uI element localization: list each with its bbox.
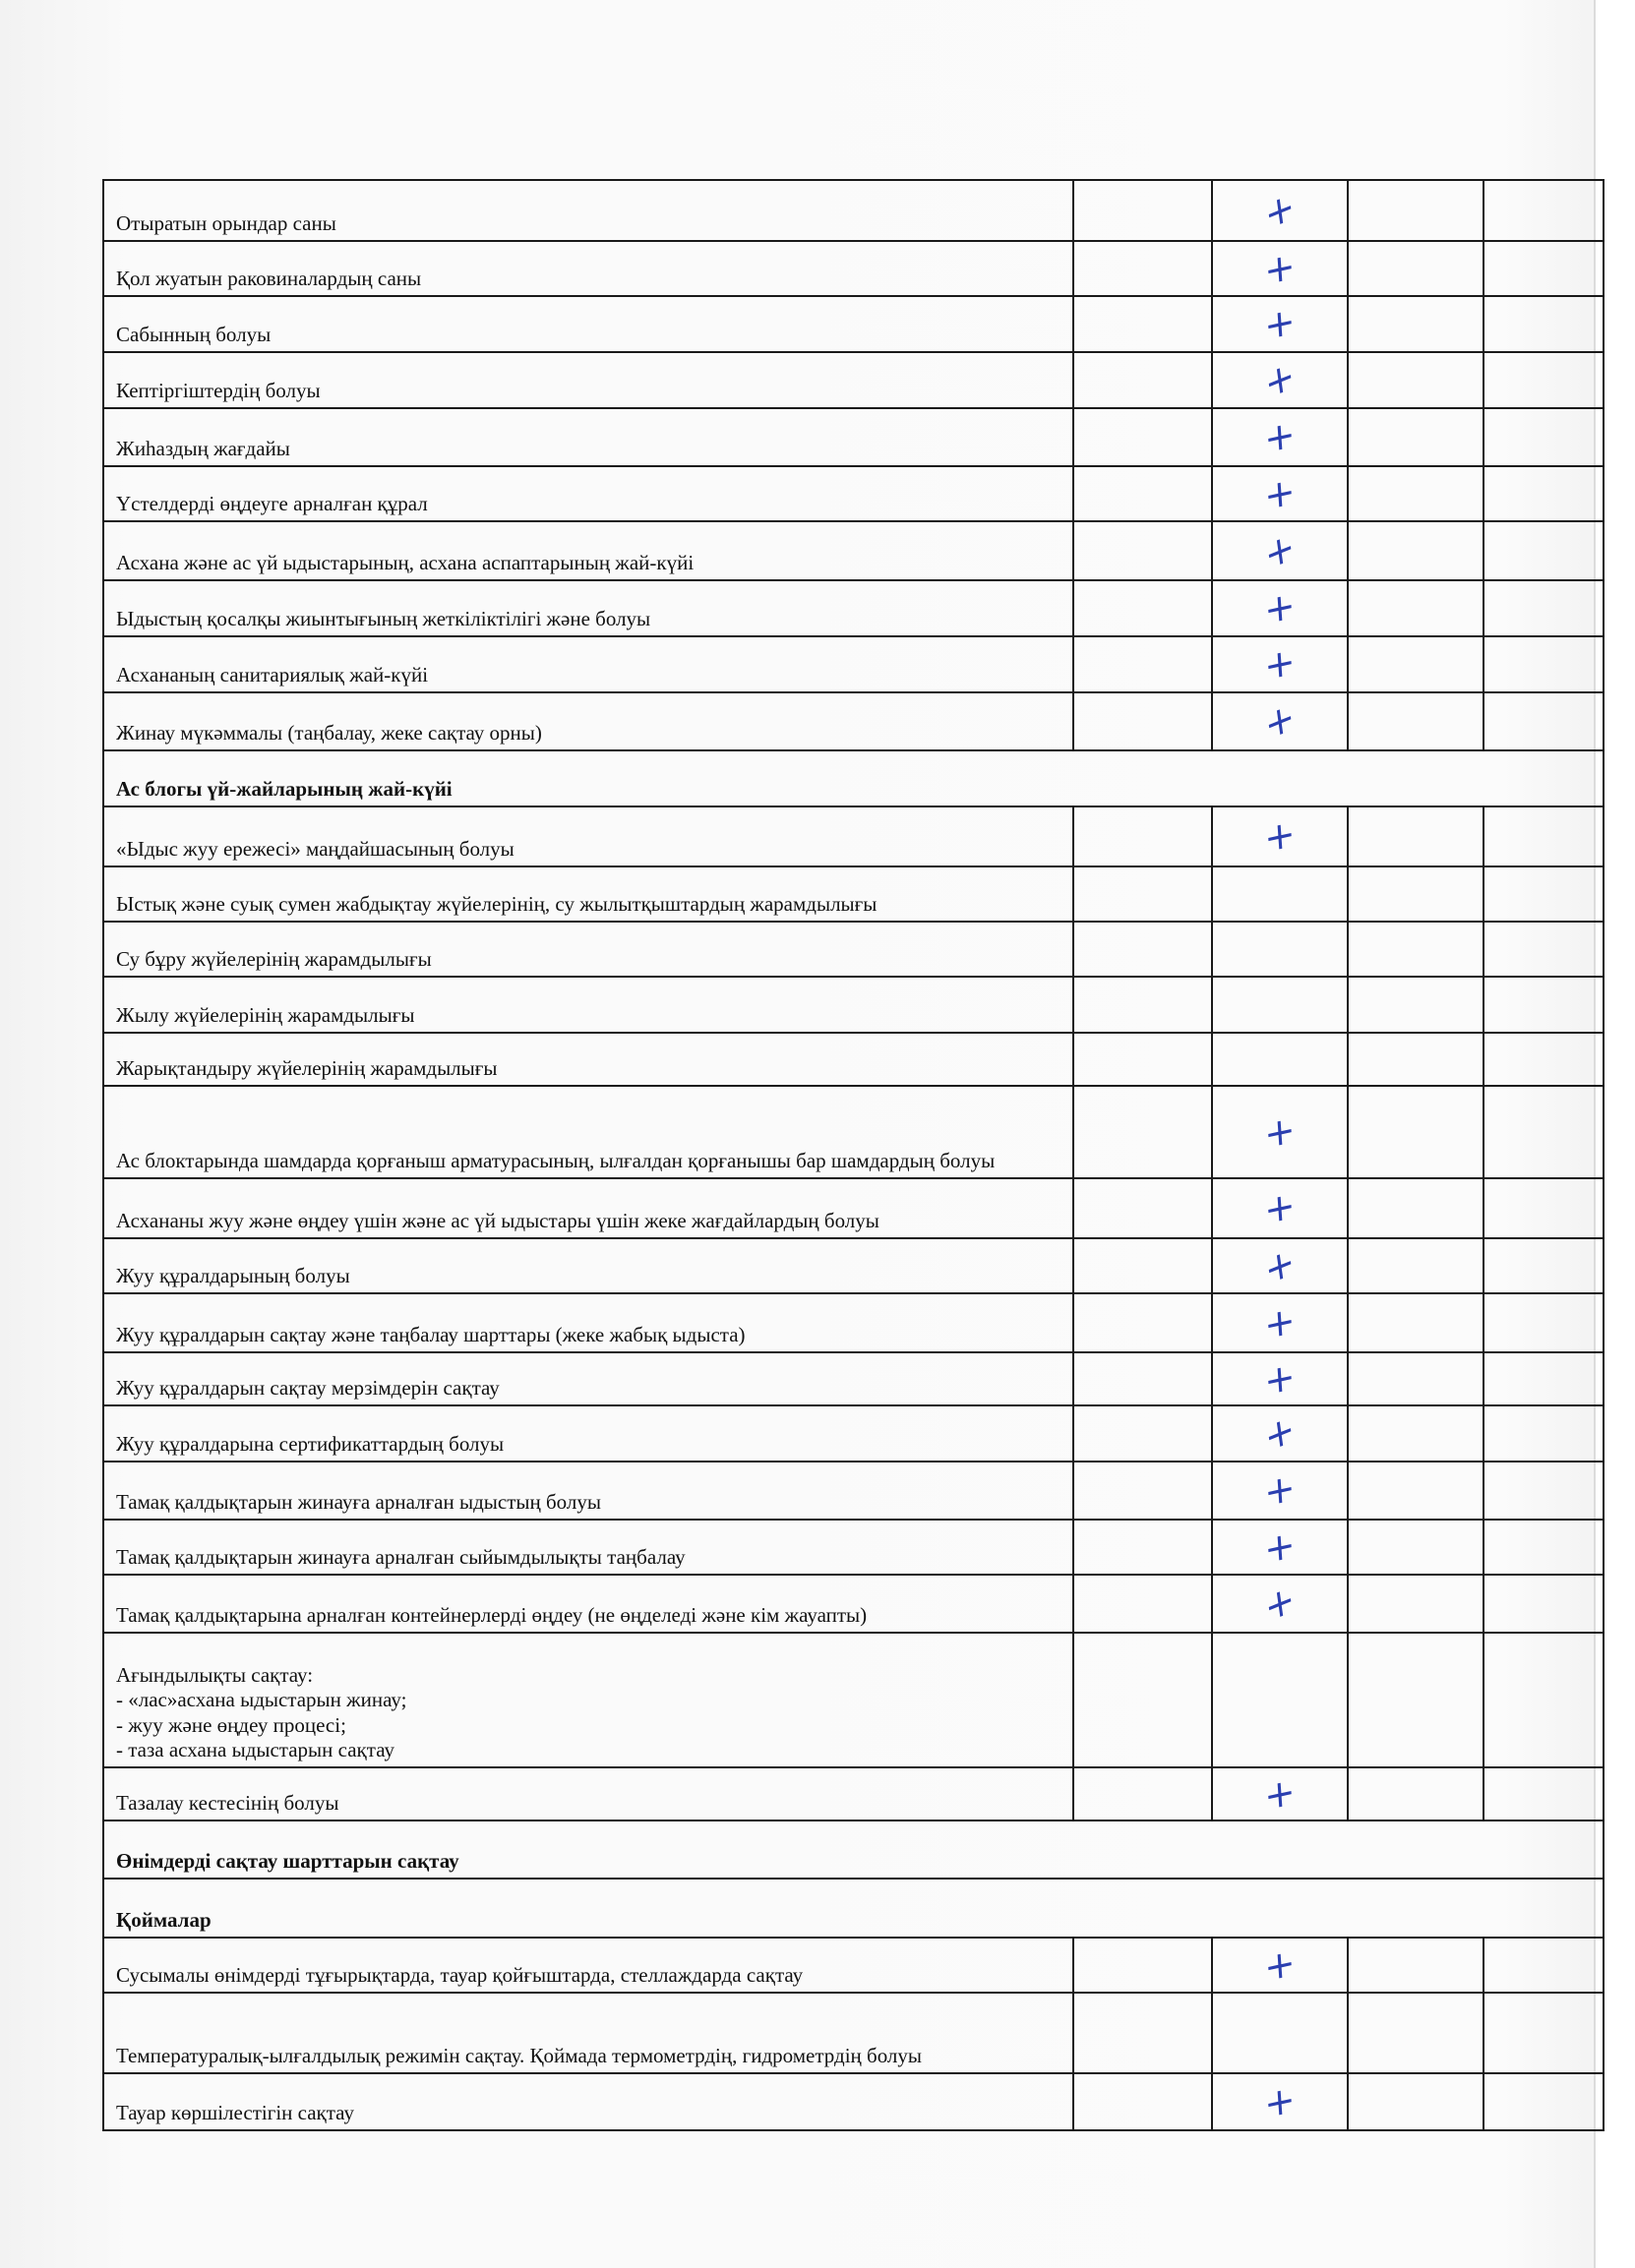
empty-cell bbox=[1073, 580, 1212, 636]
empty-cell bbox=[1484, 1293, 1604, 1352]
criterion-label: Жуу құралдарының болуы bbox=[103, 1238, 1073, 1293]
criterion-label: Жуу құралдарына сертификаттардың болуы bbox=[103, 1405, 1073, 1462]
table-row bbox=[103, 1352, 1604, 1405]
table-row bbox=[103, 1033, 1604, 1086]
empty-cell bbox=[1073, 1633, 1212, 1767]
criterion-label: Жарықтандыру жүйелерінің жарамдылығы bbox=[103, 1033, 1073, 1086]
criterion-label: Асхананы жуу және өңдеу үшін және ас үй ыдыстары үшін жеке жағдайлардың болуы bbox=[103, 1178, 1073, 1238]
empty-cell bbox=[1073, 1033, 1212, 1086]
empty-cell bbox=[1484, 1405, 1604, 1462]
table-row bbox=[103, 1293, 1604, 1352]
empty-cell bbox=[1348, 1238, 1484, 1293]
empty-cell bbox=[1484, 1575, 1604, 1633]
criterion-label: Тамақ қалдықтарын жинауға арналған сыйымдылықты таңбалау bbox=[103, 1520, 1073, 1575]
section-row bbox=[103, 750, 1604, 806]
empty-cell bbox=[1073, 1520, 1212, 1575]
mark-cell bbox=[1212, 1993, 1348, 2073]
empty-cell bbox=[1348, 1575, 1484, 1633]
table-row bbox=[103, 1575, 1604, 1633]
empty-cell bbox=[1073, 1086, 1212, 1178]
empty-cell bbox=[1073, 866, 1212, 922]
empty-cell bbox=[1484, 1178, 1604, 1238]
mark-cell bbox=[1212, 1293, 1348, 1352]
criterion-label: Кептіргіштердің болуы bbox=[103, 352, 1073, 408]
mark-cell bbox=[1212, 1520, 1348, 1575]
mark-cell bbox=[1212, 1462, 1348, 1520]
empty-cell bbox=[1484, 1993, 1604, 2073]
empty-cell bbox=[1348, 1178, 1484, 1238]
table-row bbox=[103, 1938, 1604, 1993]
empty-cell bbox=[1348, 466, 1484, 521]
table-row bbox=[103, 408, 1604, 466]
empty-cell bbox=[1348, 1520, 1484, 1575]
criterion-label: Жуу құралдарын сақтау және таңбалау шарттары (жеке жабық ыдыста) bbox=[103, 1293, 1073, 1352]
empty-cell bbox=[1484, 922, 1604, 977]
handwritten-plus-mark: + bbox=[1262, 1237, 1298, 1294]
criterion-label: Сусымалы өнімдерді тұғырықтарда, тауар қойғыштарда, стеллаждарда сақтау bbox=[103, 1938, 1073, 1993]
empty-cell bbox=[1484, 580, 1604, 636]
empty-cell bbox=[1484, 1520, 1604, 1575]
empty-cell bbox=[1073, 806, 1212, 866]
criterion-label: Температуралық-ылғалдылық режимін сақтау. Қоймада термометрдің, гидрометрдің болуы bbox=[103, 1993, 1073, 2073]
table-row bbox=[103, 296, 1604, 352]
handwritten-plus-mark: + bbox=[1262, 638, 1298, 689]
empty-cell bbox=[1348, 977, 1484, 1033]
mark-cell bbox=[1212, 922, 1348, 977]
mark-cell bbox=[1212, 352, 1348, 408]
empty-cell bbox=[1484, 352, 1604, 408]
criterion-label: Қол жуатын раковиналардың саны bbox=[103, 241, 1073, 296]
empty-cell bbox=[1073, 977, 1212, 1033]
criterion-line: - «лас»асхана ыдыстарын жинау; bbox=[116, 1688, 407, 1712]
mark-cell bbox=[1212, 1405, 1348, 1462]
table-row bbox=[103, 466, 1604, 521]
empty-cell bbox=[1073, 241, 1212, 296]
empty-cell bbox=[1348, 408, 1484, 466]
empty-cell bbox=[1348, 1767, 1484, 1820]
table-row bbox=[103, 1086, 1604, 1178]
empty-cell bbox=[1348, 1293, 1484, 1352]
criterion-label: Су бұру жүйелерінің жарамдылығы bbox=[103, 922, 1073, 977]
handwritten-plus-mark: + bbox=[1262, 1182, 1298, 1233]
handwritten-plus-mark: + bbox=[1262, 1522, 1298, 1573]
criterion-line: - таза асхана ыдыстарын сақтау bbox=[116, 1737, 394, 1761]
mark-cell bbox=[1212, 466, 1348, 521]
handwritten-plus-mark: + bbox=[1262, 411, 1298, 462]
criterion-label bbox=[103, 1633, 1073, 1767]
empty-cell bbox=[1484, 180, 1604, 241]
empty-cell bbox=[1484, 806, 1604, 866]
table-row bbox=[103, 180, 1604, 241]
empty-cell bbox=[1073, 180, 1212, 241]
empty-cell bbox=[1348, 2073, 1484, 2130]
mark-cell bbox=[1212, 1238, 1348, 1293]
criterion-label: Тазалау кестесінің болуы bbox=[103, 1767, 1073, 1820]
empty-cell bbox=[1073, 1938, 1212, 1993]
table-row bbox=[103, 1633, 1604, 1767]
empty-cell bbox=[1073, 352, 1212, 408]
handwritten-plus-mark: + bbox=[1262, 582, 1298, 633]
mark-cell bbox=[1212, 806, 1348, 866]
empty-cell bbox=[1073, 1238, 1212, 1293]
handwritten-plus-mark: + bbox=[1262, 810, 1298, 862]
empty-cell bbox=[1484, 1462, 1604, 1520]
empty-cell bbox=[1484, 866, 1604, 922]
empty-cell bbox=[1484, 408, 1604, 466]
mark-cell bbox=[1212, 1767, 1348, 1820]
empty-cell bbox=[1348, 352, 1484, 408]
mark-cell bbox=[1212, 1575, 1348, 1633]
criterion-label: Сабынның болуы bbox=[103, 296, 1073, 352]
table-row bbox=[103, 1767, 1604, 1820]
empty-cell bbox=[1348, 296, 1484, 352]
criterion-label: Ас блоктарында шамдарда қорғаныш арматурасының, ылғалдан қорғанышы бар шамдардың болуы bbox=[103, 1086, 1073, 1178]
empty-cell bbox=[1073, 1462, 1212, 1520]
empty-cell bbox=[1484, 1938, 1604, 1993]
criterion-line: - жуу және өңдеу процесі; bbox=[116, 1712, 346, 1737]
handwritten-plus-mark: + bbox=[1262, 1575, 1298, 1632]
empty-cell bbox=[1484, 1633, 1604, 1767]
table-row bbox=[103, 1462, 1604, 1520]
mark-cell bbox=[1212, 296, 1348, 352]
mark-cell bbox=[1212, 1633, 1348, 1767]
empty-cell bbox=[1484, 636, 1604, 692]
section-heading: Ас блогы үй-жайларының жай-күйі bbox=[103, 750, 1604, 806]
mark-cell bbox=[1212, 241, 1348, 296]
criterion-label: Жиһаздың жағдайы bbox=[103, 408, 1073, 466]
empty-cell bbox=[1073, 922, 1212, 977]
section-row bbox=[103, 1820, 1604, 1879]
empty-cell bbox=[1348, 1938, 1484, 1993]
table-row bbox=[103, 977, 1604, 1033]
section-heading: Қоймалар bbox=[103, 1879, 1604, 1938]
mark-cell bbox=[1212, 1938, 1348, 1993]
criterion-line: Ағындылықты сақтау: bbox=[116, 1663, 314, 1688]
handwritten-plus-mark: + bbox=[1262, 468, 1298, 519]
criterion-label: Ыстық және суық сумен жабдықтау жүйелерінің, су жылытқыштардың жарамдылығы bbox=[103, 866, 1073, 922]
empty-cell bbox=[1073, 1575, 1212, 1633]
mark-cell bbox=[1212, 180, 1348, 241]
criterion-label: Үстелдерді өңдеуге арналған құрал bbox=[103, 466, 1073, 521]
monitoring-checklist-table bbox=[102, 179, 1605, 2131]
handwritten-plus-mark: + bbox=[1262, 1464, 1298, 1516]
empty-cell bbox=[1348, 922, 1484, 977]
empty-cell bbox=[1073, 636, 1212, 692]
table-row bbox=[103, 806, 1604, 866]
handwritten-plus-mark: + bbox=[1262, 243, 1298, 294]
empty-cell bbox=[1484, 466, 1604, 521]
handwritten-plus-mark: + bbox=[1262, 182, 1298, 239]
criterion-label: Тауар көршілестігін сақтау bbox=[103, 2073, 1073, 2130]
empty-cell bbox=[1073, 2073, 1212, 2130]
table-row bbox=[103, 1178, 1604, 1238]
empty-cell bbox=[1348, 1352, 1484, 1405]
mark-cell bbox=[1212, 521, 1348, 580]
empty-cell bbox=[1348, 806, 1484, 866]
mark-cell bbox=[1212, 408, 1348, 466]
handwritten-plus-mark: + bbox=[1262, 1940, 1298, 1991]
table-row bbox=[103, 692, 1604, 750]
mark-cell bbox=[1212, 636, 1348, 692]
empty-cell bbox=[1484, 1352, 1604, 1405]
empty-cell bbox=[1073, 1405, 1212, 1462]
table-row bbox=[103, 866, 1604, 922]
empty-cell bbox=[1073, 466, 1212, 521]
empty-cell bbox=[1484, 1086, 1604, 1178]
mark-cell bbox=[1212, 692, 1348, 750]
empty-cell bbox=[1073, 408, 1212, 466]
empty-cell bbox=[1073, 521, 1212, 580]
table-row bbox=[103, 352, 1604, 408]
table-row bbox=[103, 521, 1604, 580]
section-row bbox=[103, 1879, 1604, 1938]
empty-cell bbox=[1348, 636, 1484, 692]
table-row bbox=[103, 1993, 1604, 2073]
criterion-label: Жылу жүйелерінің жарамдылығы bbox=[103, 977, 1073, 1033]
criterion-label: «Ыдыс жуу ережесі» маңдайшасының болуы bbox=[103, 806, 1073, 866]
empty-cell bbox=[1348, 1993, 1484, 2073]
empty-cell bbox=[1073, 692, 1212, 750]
empty-cell bbox=[1484, 1238, 1604, 1293]
empty-cell bbox=[1484, 1033, 1604, 1086]
handwritten-plus-mark: + bbox=[1262, 1106, 1298, 1158]
handwritten-plus-mark: + bbox=[1262, 1404, 1298, 1462]
empty-cell bbox=[1348, 1462, 1484, 1520]
handwritten-plus-mark: + bbox=[1262, 1297, 1298, 1348]
empty-cell bbox=[1348, 1633, 1484, 1767]
empty-cell bbox=[1348, 241, 1484, 296]
empty-cell bbox=[1484, 977, 1604, 1033]
mark-cell bbox=[1212, 1178, 1348, 1238]
empty-cell bbox=[1484, 521, 1604, 580]
table-row bbox=[103, 2073, 1604, 2130]
table-row bbox=[103, 922, 1604, 977]
empty-cell bbox=[1484, 2073, 1604, 2130]
table-row bbox=[103, 580, 1604, 636]
table-row bbox=[103, 636, 1604, 692]
table-row bbox=[103, 1405, 1604, 1462]
empty-cell bbox=[1348, 1033, 1484, 1086]
handwritten-plus-mark: + bbox=[1262, 351, 1298, 408]
empty-cell bbox=[1484, 1767, 1604, 1820]
empty-cell bbox=[1348, 866, 1484, 922]
mark-cell bbox=[1212, 1033, 1348, 1086]
empty-cell bbox=[1484, 296, 1604, 352]
mark-cell bbox=[1212, 1086, 1348, 1178]
empty-cell bbox=[1348, 692, 1484, 750]
table-row bbox=[103, 241, 1604, 296]
mark-cell bbox=[1212, 1352, 1348, 1405]
criterion-label: Отыратын орындар саны bbox=[103, 180, 1073, 241]
empty-cell bbox=[1073, 1767, 1212, 1820]
empty-cell bbox=[1348, 180, 1484, 241]
handwritten-plus-mark: + bbox=[1262, 298, 1298, 349]
criterion-label: Асхананың санитариялық жай-күйі bbox=[103, 636, 1073, 692]
criterion-label: Асхана және ас үй ыдыстарының, асхана аспаптарының жай-күйі bbox=[103, 521, 1073, 580]
empty-cell bbox=[1073, 1178, 1212, 1238]
criterion-label: Тамақ қалдықтарына арналған контейнерлерді өңдеу (не өңделеді және кім жауапты) bbox=[103, 1575, 1073, 1633]
table-row bbox=[103, 1238, 1604, 1293]
mark-cell bbox=[1212, 977, 1348, 1033]
empty-cell bbox=[1073, 296, 1212, 352]
mark-cell bbox=[1212, 2073, 1348, 2130]
empty-cell bbox=[1073, 1293, 1212, 1352]
empty-cell bbox=[1348, 1405, 1484, 1462]
criterion-label: Жинау мүкәммалы (таңбалау, жеке сақтау орны) bbox=[103, 692, 1073, 750]
mark-cell bbox=[1212, 866, 1348, 922]
handwritten-plus-mark: + bbox=[1262, 692, 1298, 749]
handwritten-plus-mark: + bbox=[1262, 1768, 1298, 1820]
handwritten-plus-mark: + bbox=[1262, 522, 1298, 579]
criterion-label: Жуу құралдарын сақтау мерзімдерін сақтау bbox=[103, 1352, 1073, 1405]
table-row bbox=[103, 1520, 1604, 1575]
handwritten-plus-mark: + bbox=[1262, 1353, 1298, 1404]
empty-cell bbox=[1348, 521, 1484, 580]
empty-cell bbox=[1073, 1993, 1212, 2073]
empty-cell bbox=[1073, 1352, 1212, 1405]
empty-cell bbox=[1484, 692, 1604, 750]
section-heading: Өнімдерді сақтау шарттарын сақтау bbox=[103, 1820, 1604, 1879]
empty-cell bbox=[1484, 241, 1604, 296]
handwritten-plus-mark: + bbox=[1262, 2076, 1298, 2127]
criterion-label: Тамақ қалдықтарын жинауға арналған ыдыстың болуы bbox=[103, 1462, 1073, 1520]
empty-cell bbox=[1348, 580, 1484, 636]
empty-cell bbox=[1348, 1086, 1484, 1178]
mark-cell bbox=[1212, 580, 1348, 636]
criterion-label: Ыдыстың қосалқы жиынтығының жеткіліктілігі және болуы bbox=[103, 580, 1073, 636]
